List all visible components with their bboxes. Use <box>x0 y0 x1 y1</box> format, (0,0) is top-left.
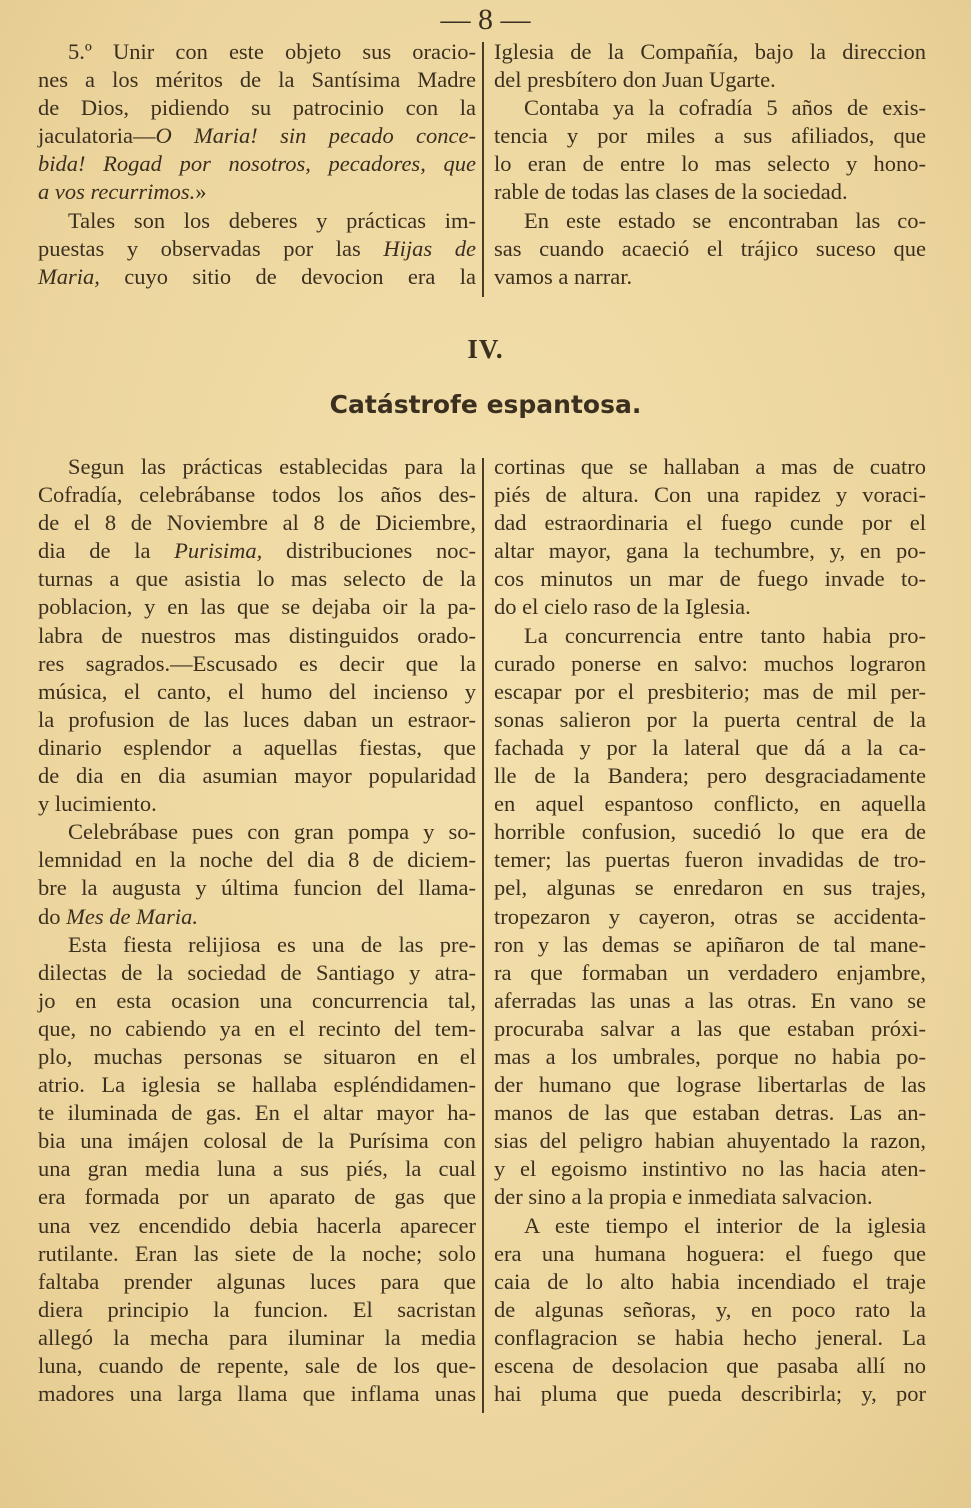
text-line: te iluminada de gas. En el altar mayor ha- <box>38 1100 476 1126</box>
text-line: turnas a que asistia lo mas selecto de la <box>38 566 476 592</box>
text-line: pel, algunas se enredaron en sus trajes, <box>494 875 926 901</box>
text-line: sias del peligro habian ahuyentado la razon, <box>494 1128 926 1154</box>
column-divider-top <box>482 42 484 297</box>
text-line: nes a los méritos de la Santísima Madre <box>38 67 476 93</box>
text-line: y el egoismo instintivo no las hacia aten- <box>494 1156 926 1182</box>
text-line: do el cielo raso de la Iglesia. <box>494 594 751 620</box>
text-line: era una humana hoguera: el fuego que <box>494 1240 926 1266</box>
text-line: era formada por un aparato de gas que <box>38 1184 476 1210</box>
text-line: dad estraordinaria el fuego cunde por el <box>494 510 926 536</box>
paragraph <box>38 207 476 291</box>
text-line: temer; las puertas fueron invadidas de tro- <box>494 847 926 873</box>
text-line: escapar por el presbiterio; mas de mil per- <box>494 678 926 704</box>
text-line: La concurrencia entre tanto habia pro- <box>524 622 926 648</box>
text-line: poblacion, y en las que se dejaba oir la pa- <box>38 594 476 620</box>
text-line: sonas salieron por la puerta central de la <box>494 706 926 732</box>
text-line: cos minutos un mar de fuego invade to- <box>494 566 926 592</box>
text-line: faltaba prender algunas luces para que <box>38 1268 476 1294</box>
text-line <box>38 122 476 150</box>
text-line: de el 8 de Noviembre al 8 de Diciembre, <box>38 510 476 536</box>
paragraph <box>38 453 476 818</box>
text-line <box>38 537 476 565</box>
section-number: IV. <box>467 334 504 364</box>
text-line: bia una imájen colosal de la Purísima con <box>38 1128 476 1154</box>
paragraph <box>494 207 926 291</box>
text-line: de algunas señoras, y, en poco rato la <box>494 1296 926 1322</box>
paragraph <box>38 931 476 1409</box>
paragraph <box>38 818 476 930</box>
paragraph <box>38 38 476 207</box>
text-line: la profusion de las luces daban un estraor- <box>38 706 476 732</box>
text-line: Segun las prácticas establecidas para la <box>68 454 476 479</box>
text-line: A este tiempo el interior de la iglesia <box>524 1212 926 1238</box>
text-line: de Dios, pidiendo su patrocinio con la <box>38 95 476 121</box>
text-segment: distribuciones noc- <box>262 538 476 564</box>
text-line: que, no cabiendo ya en el recinto del tem- <box>38 1015 476 1041</box>
text-line: hai pluma que pueda describirla; y, por <box>494 1381 926 1407</box>
text-line: jo en esta ocasion una concurrencia tal, <box>38 987 476 1013</box>
text-segment: puestas y observadas por las <box>38 235 384 261</box>
text-line: atrio. La iglesia se hallaba espléndidamen- <box>38 1072 476 1098</box>
text-line <box>38 903 476 931</box>
paragraph <box>494 94 926 206</box>
column-top-left <box>38 38 476 291</box>
text-line: lemnidad en la noche del dia 8 de diciem- <box>38 847 476 873</box>
paragraph <box>494 453 926 622</box>
text-line: mas a los umbrales, porque no habia po- <box>494 1043 926 1069</box>
text-line: lo eran de entre lo mas selecto y hono- <box>494 151 926 177</box>
text-line: diera principio la funcion. El sacristan <box>38 1296 476 1322</box>
text-line <box>38 235 476 263</box>
text-line: Iglesia de la Compañía, bajo la direccion <box>494 39 926 64</box>
italic-text: O Maria! sin pecado conce- <box>155 123 476 149</box>
italic-text: Maria, <box>38 263 100 289</box>
text-segment: jaculatoria— <box>38 123 156 149</box>
text-line: Tales son los deberes y prácticas im- <box>68 207 476 233</box>
column-bottom-right <box>494 453 926 1408</box>
text-line: labra de nuestros mas distinguidos orado- <box>38 622 476 648</box>
text-segment: cuyo sitio de devocion era la <box>99 263 476 289</box>
section-title: Catástrofe espantosa. <box>329 390 642 419</box>
text-line: luna, cuando de repente, sale de los que- <box>38 1353 476 1378</box>
text-line: ra que formaban un verdadero enjambre, <box>494 959 926 985</box>
text-line: ron y las demas se apiñaron de tal mane- <box>494 931 926 957</box>
text-line: caia de lo alto habia incendiado el traje <box>494 1268 926 1294</box>
text-line <box>38 178 476 206</box>
text-line: rable de todas las clases de la sociedad. <box>494 179 848 205</box>
text-line: Celebrábase pues con gran pompa y so- <box>68 819 476 845</box>
text-line: vamos a narrar. <box>494 263 633 289</box>
text-line: y lucimiento. <box>38 791 157 817</box>
text-line: altar mayor, gana la techumbre, y, en po- <box>494 538 926 564</box>
italic-text: a vos recurrimos. <box>38 179 196 205</box>
text-line: dinario esplendor a aquellas fiestas, que <box>38 734 476 760</box>
text-line: curado ponerse en salvo: muchos lograron <box>494 650 926 676</box>
text-line <box>38 263 476 291</box>
text-line: en aquel espantoso conflicto, en aquella <box>494 791 926 817</box>
column-bottom-left <box>38 453 476 1408</box>
paragraph <box>494 622 926 1212</box>
text-line: escena de desolacion que pasaba allí no <box>494 1353 926 1378</box>
paragraph <box>494 38 926 94</box>
text-line: procuraba salvar a las que estaban próxi- <box>494 1015 926 1041</box>
text-line: cortinas que se hallaban a mas de cuatro <box>494 454 926 479</box>
text-segment: » <box>195 179 207 205</box>
text-line: bre la augusta y última funcion del llama- <box>38 875 476 901</box>
italic-text: Purisima, <box>174 538 263 564</box>
text-line: Contaba ya la cofradía 5 años de exis- <box>524 95 926 121</box>
text-line: Esta fiesta relijiosa es una de las pre- <box>68 931 476 957</box>
text-line: aferradas las unas a las otras. En vano se <box>494 987 926 1013</box>
italic-text: bida! Rogad por nosotros, pecadores, que <box>38 151 476 177</box>
text-line: manos de las que estaban detras. Las an- <box>494 1100 926 1126</box>
text-line: horrible confusion, sucedió lo que era de <box>494 819 926 845</box>
text-line: madores una larga llama que inflama unas <box>38 1381 476 1407</box>
italic-text: Hijas de <box>383 235 476 261</box>
text-segment: do <box>38 903 67 929</box>
text-line: der sino a la propia e inmediata salvacion. <box>494 1184 873 1210</box>
text-segment: dia de la <box>38 538 175 564</box>
text-line: de dia en dia asumian mayor popularidad <box>38 763 476 789</box>
text-line: 5.º Unir con este objeto sus oracio- <box>68 39 476 64</box>
italic-text: Mes de Maria. <box>66 903 198 929</box>
column-divider-bottom <box>482 458 484 1413</box>
text-line: fachada y por la lateral que dá a la ca- <box>494 734 926 760</box>
text-line: plo, muchas personas se situaron en el <box>38 1043 476 1069</box>
text-line: del presbítero don Juan Ugarte. <box>494 67 776 93</box>
text-line: res sagrados.—Escusado es decir que la <box>38 650 476 676</box>
text-line: tropezaron y cayeron, otras se accidenta- <box>494 903 926 929</box>
text-line: der humano que lograse libertarlas de las <box>494 1072 926 1098</box>
text-line: sas cuando acaeció el trájico suceso que <box>494 235 926 261</box>
text-line: música, el canto, el humo del incienso y <box>38 678 476 704</box>
text-line: lle de la Bandera; pero desgraciadamente <box>494 763 926 789</box>
text-line: rutilante. Eran las siete de la noche; solo <box>38 1240 476 1266</box>
page-number: — 8 — <box>440 3 531 36</box>
column-top-right <box>494 38 926 291</box>
text-line: allegó la mecha para iluminar la media <box>38 1324 476 1350</box>
text-line: En este estado se encontraban las co- <box>524 207 926 233</box>
text-line: una gran media luna a sus piés, la cual <box>38 1156 476 1182</box>
text-line: piés de altura. Con una rapidez y voraci- <box>494 482 926 508</box>
text-line: tencia y por miles a sus afiliados, que <box>494 123 926 149</box>
text-line <box>38 150 476 178</box>
text-line: una vez encendido debia hacerla aparecer <box>38 1212 476 1238</box>
text-line: dilectas de la sociedad de Santiago y atra- <box>38 959 476 985</box>
paragraph <box>494 1212 926 1409</box>
text-line: Cofradía, celebrábanse todos los años des- <box>38 482 476 508</box>
text-line: conflagracion se habia hecho jeneral. La <box>494 1324 926 1350</box>
